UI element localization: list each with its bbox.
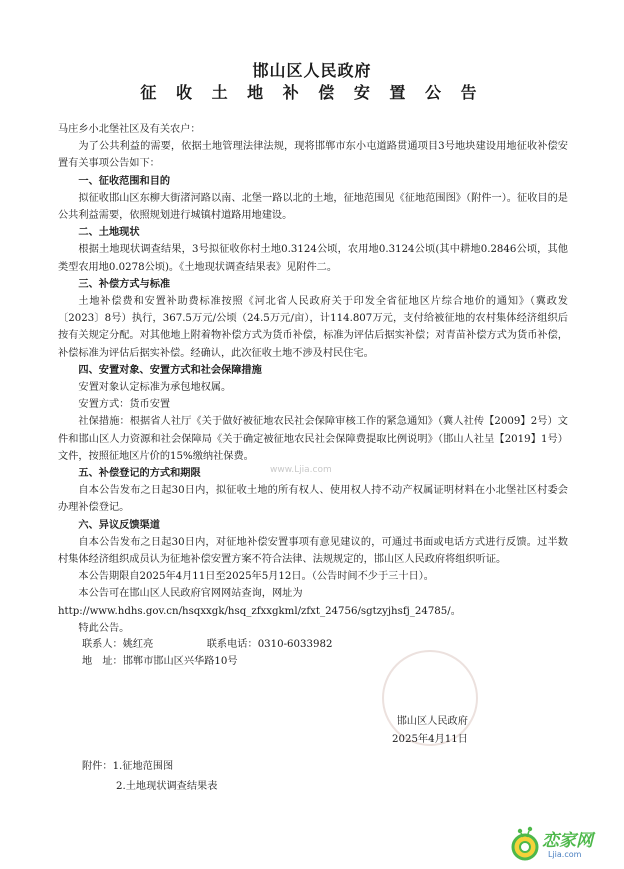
section-paragraph: 安置对象认定标准为承包地权属。 (78, 382, 232, 394)
section-heading: 一、征收范围和目的 (78, 175, 171, 187)
contact-phone: 0310-6033982 (257, 639, 333, 650)
attachment-item: 2.土地现状调查结果表 (116, 781, 218, 792)
section-paragraph: 本公告可在邯山区人民政府官网网站查询，网址为 (78, 588, 303, 600)
section-heading: 四、安置对象、安置方式和社会保障措施 (78, 364, 262, 376)
section-paragraph: 安置方式：货币安置 (78, 399, 171, 411)
website-url: http://www.hdhs.gov.cn/hsqxxgk/hsq_zfxxgkml/zfxt_24756/sgtzyjhsfj_24785/。 (58, 605, 461, 617)
salutation: 马庄乡小北堡社区及有关农户： (58, 124, 201, 135)
section-heading: 五、补偿登记的方式和期限 (78, 468, 201, 480)
issuing-organization: 邯山区人民政府 (252, 61, 372, 80)
document-title: 征 收 土 地 补 偿 安 置 公 告 (140, 83, 484, 102)
closing-line: 特此公告。 (78, 622, 130, 634)
section-paragraph: 根据土地现状调查结果，3号拟征收你村土地0.3124公顷，农用地0.3124公顷(其中耕地0.2846公顷，其他类型农用地0.0278公顷)。《土地现状调查结果表》见附件二。 (58, 244, 568, 273)
section-heading: 六、异议反馈渠道 (78, 519, 160, 531)
section-paragraph: 本公告期限自2025年4月11日至2025年5月12日。（公告时间不少于三十日）。 (78, 571, 434, 583)
section-paragraph: 自本公告发布之日起30日内，对征地补偿安置事项有意见建议的，可通过书面或电话方式进行反馈。过半数村集体经济组织成员认为征地补偿安置方案不符合法律、法规规定的，邯山区人民政府将组织听证。 (58, 536, 568, 566)
section-paragraph: 土地补偿费和安置补助费标准按照《河北省人民政府关于印发全省征地区片综合地价的通知》（冀政发〔2023〕8号）执行，367.5万元/公顷（24.5万元/亩），计114.807万元，支付给被征地的农村集体经济组织后按有关规定分配。对其他地上附着物补偿方式为货币补偿，标准为评估后据实补偿；对青苗补偿方式为货币补偿，补偿标准为评估后据实补偿。经确认，此次征收土地不涉及村民住宅。 (58, 296, 568, 359)
contact-person-label: 联系人： (82, 639, 123, 650)
contact-phone-label: 联系电话： (206, 639, 258, 650)
signature-organization: 邯山区人民政府 (396, 716, 468, 727)
attachment-item: 1.征地范围图 (112, 761, 174, 772)
address-label: 地 址： (82, 656, 123, 667)
contact-block (82, 636, 332, 670)
contact-person: 姚红亮 (122, 639, 154, 650)
intro-paragraph: 为了公共利益的需要，依据土地管理法律法规，现将邯郸市东小屯道路贯通项目3号地块建设用地征收补偿安置有关事项公告如下： (58, 141, 568, 170)
site-logo-url: Ljia.com (548, 850, 582, 859)
signature-date: 2025年4月11日 (392, 734, 468, 745)
section-paragraph: 拟征收邯山区东柳大街渚河路以南、北堡一路以北的土地，征地范围见《征地范围图》（附件一）。征收目的是公共利益需要，依照规划进行城镇村道路用地建设。 (58, 192, 568, 222)
section-paragraph: 社保措施：根据省人社厅《关于做好被征地农民社会保障审核工作的紧急通知》（冀人社传【2009】2号）文件和邯山区人力资源和社会保障局《关于确定被征地农民社会保障费提取比例说明》（邯山人社呈【2019】1号）文件，按照征地区片价的15%缴纳社保费。 (58, 416, 568, 462)
document-body (58, 121, 568, 637)
address-value: 邯郸市邯山区兴华路10号 (122, 656, 238, 667)
site-logo-name: 恋家网 (542, 831, 593, 851)
section-paragraph: 自本公告发布之日起30日内，拟征收土地的所有权人、使用权人持不动产权属证明材料在小北堡社区村委会办理补偿登记。 (58, 485, 568, 514)
section-heading: 三、补偿方式与标准 (78, 278, 171, 290)
attachments-block (82, 757, 217, 797)
section-heading: 二、土地现状 (78, 227, 140, 239)
signature-block (392, 713, 468, 749)
attachments-label: 附件： (82, 761, 113, 772)
watermark-text: www.Ljia.com (270, 465, 332, 475)
